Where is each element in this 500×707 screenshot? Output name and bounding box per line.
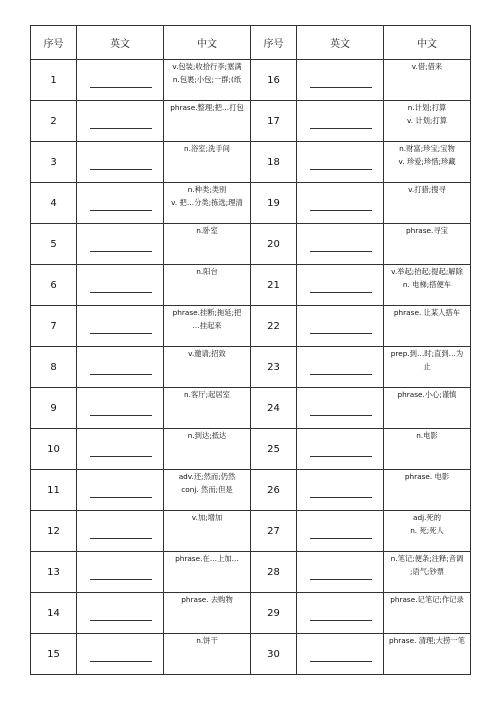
- chinese-meaning-cell: [164, 511, 251, 552]
- answer-blank-line[interactable]: [90, 661, 152, 662]
- chinese-meaning-line: n.阳台: [196, 267, 218, 276]
- answer-blank-line[interactable]: [90, 128, 152, 129]
- entry-number: 30: [251, 634, 297, 675]
- english-answer-cell[interactable]: [77, 265, 164, 306]
- chinese-meaning-line: v.邀请;招致: [188, 349, 226, 358]
- english-answer-cell[interactable]: [77, 470, 164, 511]
- chinese-meaning-line: phrase.记笔记;作记录: [390, 595, 464, 604]
- answer-blank-line[interactable]: [90, 456, 152, 457]
- answer-blank-line[interactable]: [310, 292, 372, 293]
- answer-blank-line[interactable]: [90, 292, 152, 293]
- chinese-meaning-line: phrase.小心;谨慎: [397, 390, 457, 399]
- chinese-meaning-cell: [164, 552, 251, 593]
- header-number: 序号: [251, 26, 297, 60]
- answer-blank-line[interactable]: [90, 497, 152, 498]
- answer-blank-line[interactable]: [310, 128, 372, 129]
- answer-blank-line[interactable]: [310, 374, 372, 375]
- chinese-meaning-cell: [384, 183, 471, 224]
- chinese-meaning-cell: [384, 265, 471, 306]
- chinese-meaning-cell: [384, 224, 471, 265]
- chinese-meaning-line: v.包装;收拾行李;塞满: [172, 62, 242, 71]
- chinese-meaning-cell: [164, 470, 251, 511]
- answer-blank-line[interactable]: [310, 661, 372, 662]
- entry-number: 8: [31, 347, 77, 388]
- english-answer-cell[interactable]: [297, 511, 384, 552]
- entry-number: 17: [251, 101, 297, 142]
- english-answer-cell[interactable]: [297, 347, 384, 388]
- chinese-meaning-cell: [164, 224, 251, 265]
- chinese-meaning-cell: [384, 142, 471, 183]
- answer-blank-line[interactable]: [310, 538, 372, 539]
- english-answer-cell[interactable]: [77, 593, 164, 634]
- chinese-meaning-cell: [384, 552, 471, 593]
- chinese-meaning-cell: [384, 101, 471, 142]
- english-answer-cell[interactable]: [77, 388, 164, 429]
- answer-blank-line[interactable]: [310, 456, 372, 457]
- entry-number: 29: [251, 593, 297, 634]
- chinese-meaning-line: n. 死;死人: [410, 526, 444, 535]
- chinese-meaning-line: n.种类;类别: [187, 185, 227, 194]
- chinese-meaning-cell: [164, 101, 251, 142]
- english-answer-cell[interactable]: [297, 552, 384, 593]
- answer-blank-line[interactable]: [90, 251, 152, 252]
- table-row: [31, 347, 471, 388]
- chinese-meaning-line: n.包裹;小包;一群;(纸: [172, 75, 242, 84]
- table-row: [31, 388, 471, 429]
- english-answer-cell[interactable]: [297, 429, 384, 470]
- chinese-meaning-cell: [384, 634, 471, 675]
- english-answer-cell[interactable]: [77, 552, 164, 593]
- chinese-meaning-line: n.财富;珍宝;宝物: [399, 144, 455, 153]
- chinese-meaning-cell: [164, 429, 251, 470]
- chinese-meaning-line: phrase. 去购物: [181, 595, 233, 604]
- header-chinese: 中文: [384, 26, 471, 60]
- entry-number: 19: [251, 183, 297, 224]
- entry-number: 3: [31, 142, 77, 183]
- answer-blank-line[interactable]: [310, 87, 372, 88]
- chinese-meaning-line: 止: [423, 362, 431, 371]
- english-answer-cell[interactable]: [77, 224, 164, 265]
- entry-number: 26: [251, 470, 297, 511]
- answer-blank-line[interactable]: [310, 333, 372, 334]
- english-answer-cell[interactable]: [297, 224, 384, 265]
- answer-blank-line[interactable]: [310, 620, 372, 621]
- answer-blank-line[interactable]: [90, 538, 152, 539]
- table-row: [31, 142, 471, 183]
- entry-number: 11: [31, 470, 77, 511]
- answer-blank-line[interactable]: [90, 87, 152, 88]
- answer-blank-line[interactable]: [90, 620, 152, 621]
- english-answer-cell[interactable]: [77, 347, 164, 388]
- chinese-meaning-cell: [164, 388, 251, 429]
- entry-number: 4: [31, 183, 77, 224]
- english-answer-cell[interactable]: [297, 593, 384, 634]
- english-answer-cell[interactable]: [77, 306, 164, 347]
- entry-number: 13: [31, 552, 77, 593]
- table-row: [31, 265, 471, 306]
- entry-number: 22: [251, 306, 297, 347]
- entry-number: 25: [251, 429, 297, 470]
- answer-blank-line[interactable]: [90, 210, 152, 211]
- chinese-meaning-cell: [164, 593, 251, 634]
- chinese-meaning-line: phrase.整理;把…打包: [170, 103, 244, 112]
- chinese-meaning-line: v. 把…分类;拣选;理清: [171, 198, 243, 207]
- english-answer-cell[interactable]: [77, 634, 164, 675]
- chinese-meaning-line: adv.还;然而;仍然: [178, 472, 236, 481]
- chinese-meaning-line: …挂起来: [192, 321, 222, 330]
- table-row: [31, 511, 471, 552]
- chinese-meaning-cell: [384, 429, 471, 470]
- chinese-meaning-line: prep.到…时;直到…为: [390, 349, 464, 358]
- chinese-meaning-cell: [164, 347, 251, 388]
- chinese-meaning-line: v.打猎;搜寻: [408, 185, 446, 194]
- english-answer-cell[interactable]: [297, 388, 384, 429]
- chinese-meaning-line: ;语气;钞票: [409, 567, 445, 576]
- entry-number: 2: [31, 101, 77, 142]
- chinese-meaning-cell: [384, 306, 471, 347]
- entry-number: 7: [31, 306, 77, 347]
- chinese-meaning-line: n.饼干: [196, 636, 218, 645]
- header-english: 英文: [297, 26, 384, 60]
- chinese-meaning-cell: [384, 593, 471, 634]
- table-row: [31, 183, 471, 224]
- english-answer-cell[interactable]: [297, 634, 384, 675]
- english-answer-cell[interactable]: [77, 511, 164, 552]
- table-row: [31, 306, 471, 347]
- entry-number: 21: [251, 265, 297, 306]
- answer-blank-line[interactable]: [90, 374, 152, 375]
- chinese-meaning-line: v. 珍爱;珍惜;珍藏: [398, 157, 456, 166]
- english-answer-cell[interactable]: [77, 60, 164, 101]
- chinese-meaning-line: v.举起;抬起;提起;解除: [391, 267, 463, 276]
- chinese-meaning-cell: [384, 388, 471, 429]
- english-answer-cell[interactable]: [77, 429, 164, 470]
- chinese-meaning-cell: [384, 511, 471, 552]
- table-row: [31, 60, 471, 101]
- chinese-meaning-line: n.计划;打算: [407, 103, 447, 112]
- english-answer-cell[interactable]: [297, 470, 384, 511]
- english-answer-cell[interactable]: [77, 142, 164, 183]
- answer-blank-line[interactable]: [310, 497, 372, 498]
- chinese-meaning-line: v.借;借来: [411, 62, 443, 71]
- chinese-meaning-line: phrase.在…上加…: [175, 554, 239, 563]
- answer-blank-line[interactable]: [310, 579, 372, 580]
- table-row: [31, 552, 471, 593]
- chinese-meaning-line: n. 电梯;搭便车: [402, 280, 452, 289]
- chinese-meaning-cell: [164, 142, 251, 183]
- chinese-meaning-line: conj. 然而;但是: [181, 485, 233, 494]
- entry-number: 14: [31, 593, 77, 634]
- chinese-meaning-cell: [384, 347, 471, 388]
- entry-number: 16: [251, 60, 297, 101]
- chinese-meaning-line: n.到达;抵达: [187, 431, 227, 440]
- header-row: [31, 26, 471, 60]
- table-row: [31, 429, 471, 470]
- chinese-meaning-cell: [164, 183, 251, 224]
- vocabulary-table: [30, 25, 471, 675]
- entry-number: 28: [251, 552, 297, 593]
- english-answer-cell[interactable]: [297, 142, 384, 183]
- entry-number: 15: [31, 634, 77, 675]
- english-answer-cell[interactable]: [297, 101, 384, 142]
- entry-number: 18: [251, 142, 297, 183]
- entry-number: 23: [251, 347, 297, 388]
- answer-blank-line[interactable]: [310, 415, 372, 416]
- english-answer-cell[interactable]: [297, 183, 384, 224]
- chinese-meaning-cell: [164, 634, 251, 675]
- entry-number: 5: [31, 224, 77, 265]
- header-english: 英文: [77, 26, 164, 60]
- header-chinese: 中文: [164, 26, 251, 60]
- chinese-meaning-cell: [384, 60, 471, 101]
- chinese-meaning-line: v.加;增加: [191, 513, 223, 522]
- entry-number: 12: [31, 511, 77, 552]
- entry-number: 9: [31, 388, 77, 429]
- chinese-meaning-line: n.客厅;起居室: [184, 390, 230, 399]
- header-number: 序号: [31, 26, 77, 60]
- answer-blank-line[interactable]: [90, 169, 152, 170]
- chinese-meaning-line: phrase. 清理;大捞一笔: [389, 636, 465, 645]
- table-row: [31, 593, 471, 634]
- table-row: [31, 224, 471, 265]
- entry-number: 24: [251, 388, 297, 429]
- english-answer-cell[interactable]: [297, 60, 384, 101]
- entry-number: 10: [31, 429, 77, 470]
- entry-number: 1: [31, 60, 77, 101]
- chinese-meaning-line: adj.死的: [412, 513, 442, 522]
- chinese-meaning-cell: [384, 470, 471, 511]
- chinese-meaning-line: n.电影: [416, 431, 438, 440]
- chinese-meaning-cell: [164, 306, 251, 347]
- table-row: [31, 101, 471, 142]
- chinese-meaning-line: phrase.寻宝: [406, 226, 448, 235]
- entry-number: 20: [251, 224, 297, 265]
- table-row: [31, 470, 471, 511]
- answer-blank-line[interactable]: [90, 415, 152, 416]
- answer-blank-line[interactable]: [90, 579, 152, 580]
- answer-blank-line[interactable]: [310, 210, 372, 211]
- chinese-meaning-cell: [164, 60, 251, 101]
- answer-blank-line[interactable]: [90, 333, 152, 334]
- english-answer-cell[interactable]: [297, 265, 384, 306]
- english-answer-cell[interactable]: [297, 306, 384, 347]
- chinese-meaning-line: phrase. 让某人搭车: [393, 308, 461, 317]
- chinese-meaning-line: n.浴室;洗手间: [184, 144, 230, 153]
- english-answer-cell[interactable]: [77, 101, 164, 142]
- chinese-meaning-line: phrase. 电影: [404, 472, 450, 481]
- english-answer-cell[interactable]: [77, 183, 164, 224]
- chinese-meaning-line: n.卧室: [196, 226, 218, 235]
- entry-number: 6: [31, 265, 77, 306]
- answer-blank-line[interactable]: [310, 169, 372, 170]
- chinese-meaning-line: n.笔记;便条;注释;音调: [390, 554, 464, 563]
- answer-blank-line[interactable]: [310, 251, 372, 252]
- chinese-meaning-cell: [164, 265, 251, 306]
- table-row: [31, 634, 471, 675]
- entry-number: 27: [251, 511, 297, 552]
- chinese-meaning-line: v. 计划;打算: [406, 116, 448, 125]
- chinese-meaning-line: phrase.挂断;拖延;把: [172, 308, 242, 317]
